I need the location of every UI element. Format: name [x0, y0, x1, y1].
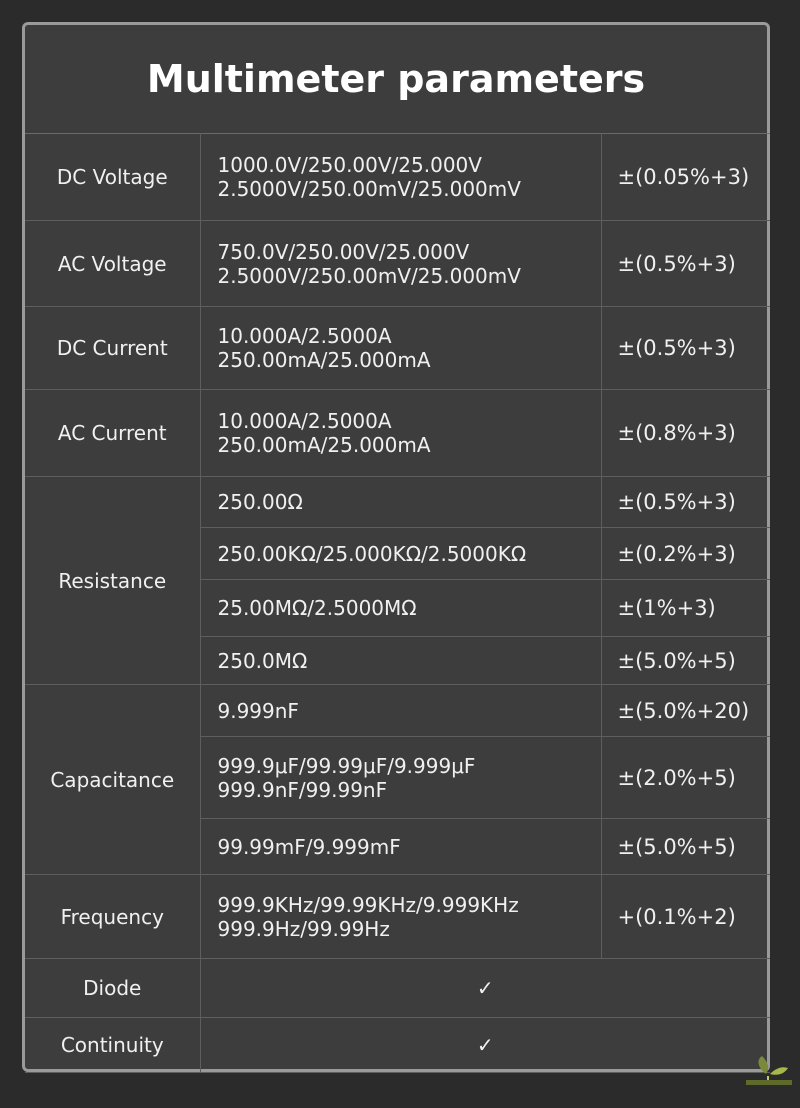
range-cell — [200, 221, 601, 307]
table-row — [25, 875, 770, 959]
range-line: 250.00mA/25.000mA — [217, 433, 431, 457]
param-dc-current: DC Current — [25, 307, 200, 390]
accuracy-cell: ±(5.0%+5) — [601, 637, 770, 685]
range-cell: 25.00MΩ/2.5000MΩ — [200, 580, 601, 637]
param-dc-voltage: DC Voltage — [25, 134, 200, 221]
param-ac-current: AC Current — [25, 390, 200, 477]
accuracy-cell: +(0.1%+2) — [601, 875, 770, 959]
range-line: 999.9μF/99.99μF/9.999μF — [217, 753, 476, 778]
accuracy-cell: ±(0.2%+3) — [601, 528, 770, 580]
range-cell: 250.0MΩ — [200, 637, 601, 685]
table-row — [25, 685, 770, 737]
range-cell: 250.00Ω — [200, 477, 601, 528]
param-frequency: Frequency — [25, 875, 200, 959]
page-title: Multimeter parameters — [146, 57, 646, 101]
range-line: 2.5000V/250.00mV/25.000mV — [217, 177, 521, 201]
accuracy-cell: ±(0.5%+3) — [601, 477, 770, 528]
table-row — [25, 221, 770, 307]
accuracy-cell: ±(1%+3) — [601, 580, 770, 637]
param-ac-voltage: AC Voltage — [25, 221, 200, 307]
accuracy-cell: ±(0.5%+3) — [601, 221, 770, 307]
accuracy-cell: ±(5.0%+5) — [601, 819, 770, 875]
range-line: 10.000A/2.5000A — [217, 324, 392, 348]
accuracy-cell: ±(0.05%+3) — [601, 134, 770, 221]
range-cell: 9.999nF — [200, 685, 601, 737]
param-resistance: Resistance — [25, 477, 200, 685]
param-capacitance: Capacitance — [25, 685, 200, 875]
range-cell: 99.99mF/9.999mF — [200, 819, 601, 875]
table-row — [25, 1018, 770, 1073]
range-line: 1000.0V/250.00V/25.000V — [217, 153, 482, 177]
checkmark-icon: ✓ — [200, 959, 770, 1018]
range-cell — [200, 307, 601, 390]
table-row — [25, 390, 770, 477]
table-row — [25, 959, 770, 1018]
range-line: 999.9Hz/99.99Hz — [217, 916, 390, 941]
table-row — [25, 134, 770, 221]
range-line: 999.9nF/99.99nF — [217, 777, 388, 802]
range-line: 250.00mA/25.000mA — [217, 348, 431, 372]
accuracy-cell: ±(0.8%+3) — [601, 390, 770, 477]
param-continuity: Continuity — [25, 1018, 200, 1073]
range-cell — [200, 134, 601, 221]
param-diode: Diode — [25, 959, 200, 1018]
leaf-logo-icon — [744, 1054, 794, 1088]
accuracy-cell: ±(5.0%+20) — [601, 685, 770, 737]
range-line: 750.0V/250.00V/25.000V — [217, 239, 470, 264]
range-line: 999.9KHz/99.99KHz/9.999KHz — [217, 892, 519, 917]
accuracy-cell: ±(2.0%+5) — [601, 737, 770, 819]
accuracy-cell: ±(0.5%+3) — [601, 307, 770, 390]
spec-table — [25, 133, 770, 1073]
range-cell — [200, 390, 601, 477]
range-line: 10.000A/2.5000A — [217, 409, 392, 433]
range-cell: 250.00KΩ/25.000KΩ/2.5000KΩ — [200, 528, 601, 580]
range-line: 2.5000V/250.00mV/25.000mV — [217, 263, 521, 288]
checkmark-icon: ✓ — [200, 1018, 770, 1073]
table-row — [25, 307, 770, 390]
table-row — [25, 477, 770, 528]
range-cell — [200, 875, 601, 959]
spec-panel — [22, 22, 770, 1072]
range-cell — [200, 737, 601, 819]
